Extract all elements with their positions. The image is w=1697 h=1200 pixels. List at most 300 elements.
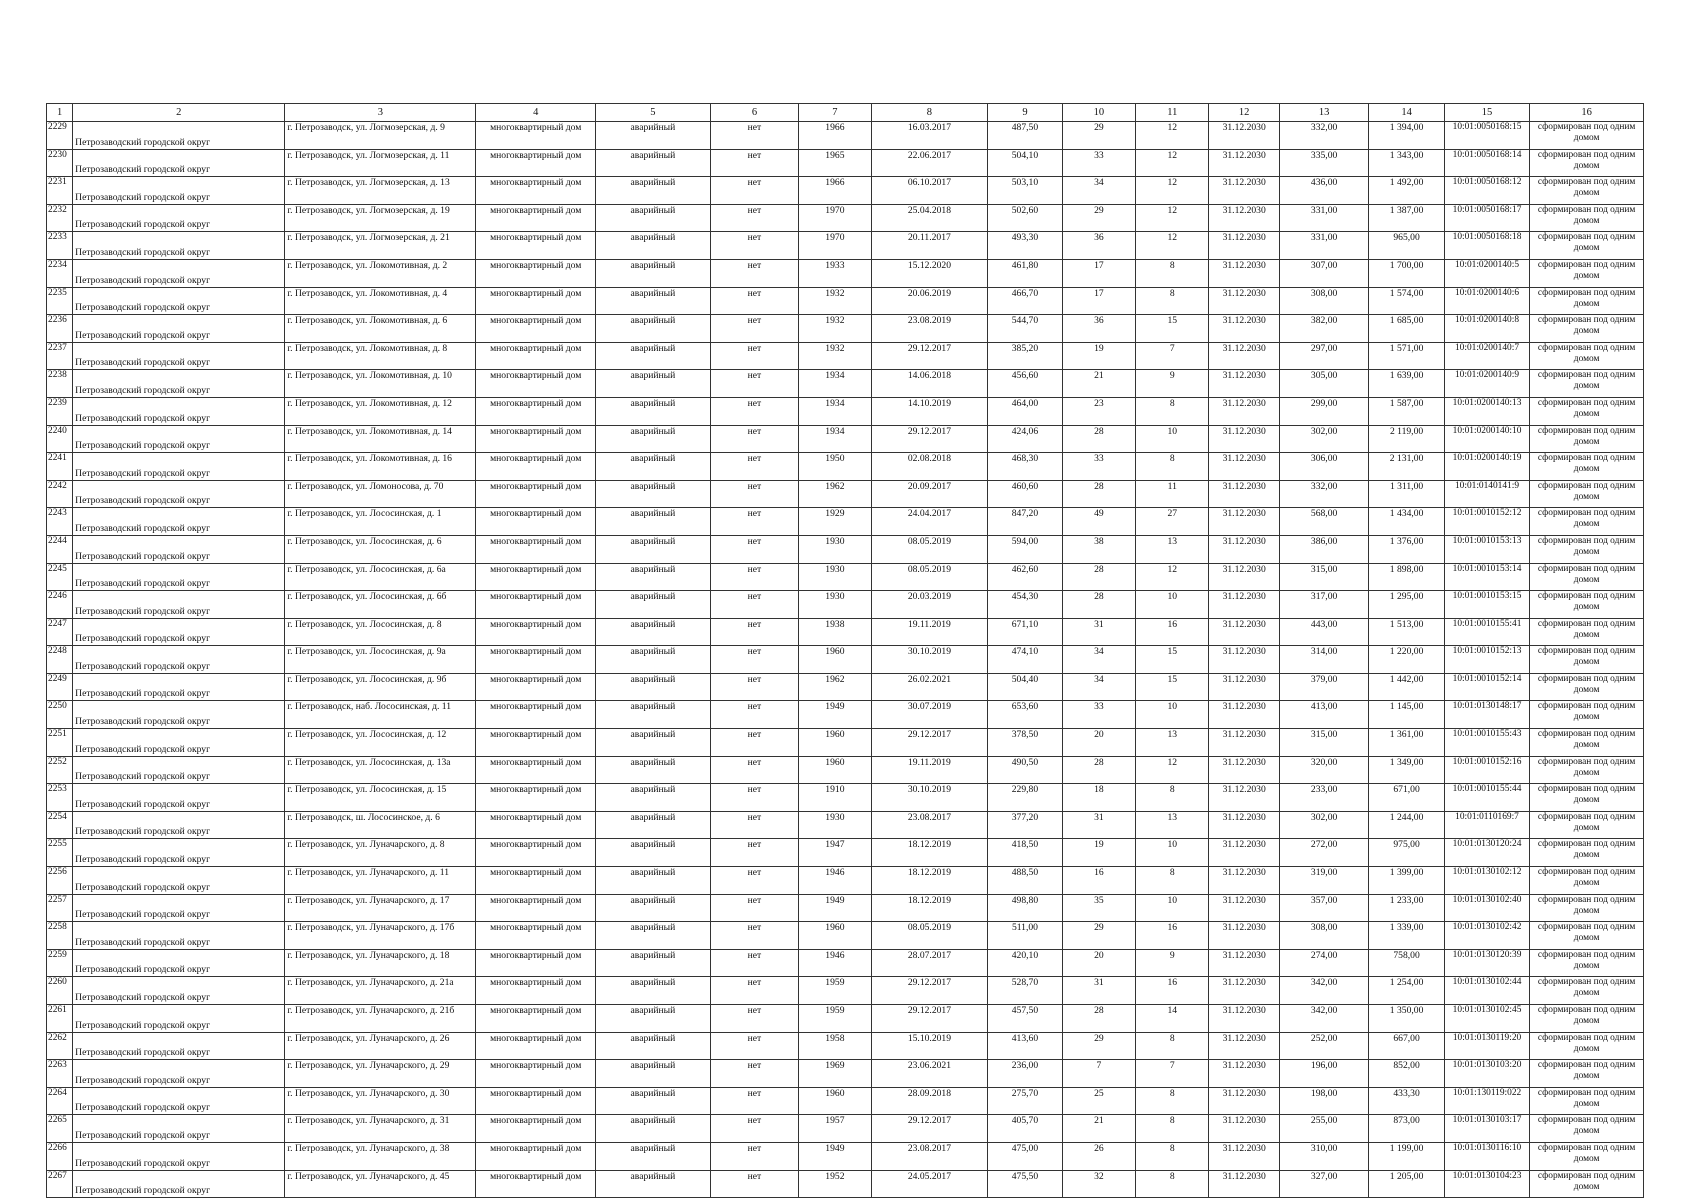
table-cell: сформирован под одним домом [1530,1032,1644,1060]
table-row [47,673,1644,701]
table-cell: 8 [1136,784,1209,812]
table-cell: 31 [1062,618,1135,646]
table-cell: 8 [1136,259,1209,287]
table-cell: 31.12.2030 [1209,342,1279,370]
table-cell: 23.08.2019 [871,315,988,343]
table-cell: 847,20 [988,508,1062,536]
table-cell: аварийный [596,646,711,674]
table-cell: 568,00 [1279,508,1369,536]
table-cell: 2247 [47,618,73,646]
table-cell: 29.12.2017 [871,425,988,453]
table-cell: сформирован под одним домом [1530,563,1644,591]
table-cell: 460,60 [988,480,1062,508]
table-cell: г. Петрозаводск, ул. Логмозерская, д. 9 [285,122,476,150]
table-cell: нет [710,370,798,398]
table-cell: 1930 [799,535,871,563]
table-cell: 29 [1062,204,1135,232]
table-cell: аварийный [596,453,711,481]
table-cell: 1960 [799,646,871,674]
table-cell: сформирован под одним домом [1530,232,1644,260]
table-cell: 31.12.2030 [1209,1005,1279,1033]
table-cell: 315,00 [1279,729,1369,757]
table-cell: 2265 [47,1115,73,1143]
table-cell: 1 434,00 [1369,508,1444,536]
table-cell: 19.11.2019 [871,756,988,784]
table-cell: 1 387,00 [1369,204,1444,232]
column-header-4: 4 [476,104,596,122]
table-cell: г. Петрозаводск, ул. Луначарского, д. 18 [285,949,476,977]
table-cell: 33 [1062,701,1135,729]
table-cell: 29.12.2017 [871,977,988,1005]
table-cell: 252,00 [1279,1032,1369,1060]
table-cell: многоквартирный дом [476,811,596,839]
table-cell: 02.08.2018 [871,453,988,481]
table-cell: 15 [1136,673,1209,701]
table-cell: 14 [1136,1005,1209,1033]
table-cell: 2262 [47,1032,73,1060]
table-cell: 19 [1062,839,1135,867]
table-cell: 229,80 [988,784,1062,812]
table-row [47,177,1644,205]
table-row [47,729,1644,757]
table-cell: 10:01:0130119:20 [1444,1032,1529,1060]
table-cell: 14.06.2018 [871,370,988,398]
table-cell: 10:01:0010155:43 [1444,729,1529,757]
table-cell: аварийный [596,839,711,867]
table-cell: 342,00 [1279,977,1369,1005]
table-cell: Петрозаводский городской округ [73,977,285,1005]
table-cell: 13 [1136,811,1209,839]
table-cell: 31.12.2030 [1209,784,1279,812]
table-cell: г. Петрозаводск, ул. Луначарского, д. 26 [285,1032,476,1060]
table-cell: многоквартирный дом [476,729,596,757]
table-cell: Петрозаводский городской округ [73,177,285,205]
table-cell: 1970 [799,232,871,260]
table-cell: многоквартирный дом [476,425,596,453]
table-cell: 2 119,00 [1369,425,1444,453]
table-cell: сформирован под одним домом [1530,784,1644,812]
table-cell: г. Петрозаводск, ул. Луначарского, д. 21б [285,1005,476,1033]
table-cell: 1962 [799,673,871,701]
table-cell: 2261 [47,1005,73,1033]
table-cell: 1949 [799,1142,871,1170]
table-cell: 302,00 [1279,425,1369,453]
table-cell: 378,50 [988,729,1062,757]
table-cell: 10:01:0010152:16 [1444,756,1529,784]
table-cell: 1 685,00 [1369,315,1444,343]
table-cell: 1932 [799,315,871,343]
table-cell: 2245 [47,563,73,591]
table-cell: 2249 [47,673,73,701]
table-cell: 31.12.2030 [1209,370,1279,398]
table-cell: 2237 [47,342,73,370]
table-cell: многоквартирный дом [476,177,596,205]
table-cell: г. Петрозаводск, ул. Лососинская, д. 13а [285,756,476,784]
column-header-7: 7 [799,104,871,122]
table-cell: 16 [1136,922,1209,950]
table-cell: нет [710,122,798,150]
table-cell: 10 [1136,894,1209,922]
table-cell: 493,30 [988,232,1062,260]
table-cell: 20.09.2017 [871,480,988,508]
table-cell: сформирован под одним домом [1530,729,1644,757]
table-cell: аварийный [596,287,711,315]
table-cell: 1938 [799,618,871,646]
table-row [47,867,1644,895]
table-cell: 31.12.2030 [1209,122,1279,150]
table-cell: 31.12.2030 [1209,259,1279,287]
table-cell: Петрозаводский городской округ [73,535,285,563]
table-row [47,149,1644,177]
table-cell: 1959 [799,977,871,1005]
table-cell: 457,50 [988,1005,1062,1033]
table-cell: многоквартирный дом [476,315,596,343]
table-cell: сформирован под одним домом [1530,149,1644,177]
table-cell: 12 [1136,149,1209,177]
table-cell: 1930 [799,591,871,619]
table-cell: 2246 [47,591,73,619]
table-cell: 28 [1062,1005,1135,1033]
table-row [47,1115,1644,1143]
table-cell: Петрозаводский городской округ [73,701,285,729]
table-cell: 10:01:0050168:18 [1444,232,1529,260]
table-cell: Петрозаводский городской округ [73,1087,285,1115]
table-cell: 25 [1062,1087,1135,1115]
table-cell: г. Петрозаводск, ул. Луначарского, д. 11 [285,867,476,895]
table-cell: 1 205,00 [1369,1170,1444,1198]
table-cell: 1965 [799,149,871,177]
table-cell: 236,00 [988,1060,1062,1088]
table-cell: сформирован под одним домом [1530,535,1644,563]
table-cell: Петрозаводский городской округ [73,508,285,536]
header-row [47,104,1644,122]
table-cell: 10:01:0010152:14 [1444,673,1529,701]
table-cell: г. Петрозаводск, ул. Локомотивная, д. 6 [285,315,476,343]
table-cell: 20.03.2019 [871,591,988,619]
table-cell: 528,70 [988,977,1062,1005]
table-cell: 10:01:0110169:7 [1444,811,1529,839]
table-cell: 2254 [47,811,73,839]
table-cell: г. Петрозаводск, ул. Локомотивная, д. 4 [285,287,476,315]
table-cell: сформирован под одним домом [1530,618,1644,646]
table-cell: аварийный [596,618,711,646]
table-cell: Петрозаводский городской округ [73,673,285,701]
table-cell: аварийный [596,397,711,425]
table-cell: г. Петрозаводск, ул. Лососинская, д. 6б [285,591,476,619]
table-cell: многоквартирный дом [476,1005,596,1033]
table-cell: 31.12.2030 [1209,177,1279,205]
table-cell: г. Петрозаводск, ул. Локомотивная, д. 2 [285,259,476,287]
table-cell: нет [710,977,798,1005]
table-cell: 420,10 [988,949,1062,977]
table-cell: 12 [1136,232,1209,260]
table-cell: 413,60 [988,1032,1062,1060]
table-cell: нет [710,563,798,591]
table-cell: 15 [1136,315,1209,343]
table-cell: 10:01:0050168:17 [1444,204,1529,232]
table-cell: 7 [1136,342,1209,370]
table-cell: сформирован под одним домом [1530,315,1644,343]
table-cell: 32 [1062,1170,1135,1198]
table-cell: Петрозаводский городской округ [73,204,285,232]
table-cell: 1 639,00 [1369,370,1444,398]
table-cell: Петрозаводский городской округ [73,342,285,370]
table-cell: 1969 [799,1060,871,1088]
table-cell: нет [710,729,798,757]
table-cell: 2 131,00 [1369,453,1444,481]
table-cell: 2234 [47,259,73,287]
table-cell: 1 339,00 [1369,922,1444,950]
table-cell: 2263 [47,1060,73,1088]
table-cell: г. Петрозаводск, ул. Лососинская, д. 9б [285,673,476,701]
table-cell: 36 [1062,232,1135,260]
table-cell: 30.10.2019 [871,784,988,812]
table-cell: 06.10.2017 [871,177,988,205]
table-cell: нет [710,232,798,260]
table-row [47,1142,1644,1170]
table-cell: 33 [1062,149,1135,177]
table-cell: нет [710,756,798,784]
table-cell: 1 700,00 [1369,259,1444,287]
table-cell: 33 [1062,453,1135,481]
table-cell: 08.05.2019 [871,563,988,591]
table-cell: 13 [1136,535,1209,563]
table-cell: 16 [1136,977,1209,1005]
table-cell: 20.11.2017 [871,232,988,260]
table-cell: 8 [1136,1115,1209,1143]
table-cell: 10:01:0130102:42 [1444,922,1529,950]
table-cell: 1946 [799,867,871,895]
table-cell: 315,00 [1279,563,1369,591]
table-cell: г. Петрозаводск, ул. Луначарского, д. 38 [285,1142,476,1170]
table-cell: нет [710,1005,798,1033]
table-cell: сформирован под одним домом [1530,922,1644,950]
table-cell: г. Петрозаводск, ул. Лососинская, д. 9а [285,646,476,674]
table-cell: нет [710,784,798,812]
table-cell: 31.12.2030 [1209,867,1279,895]
table-cell: 10:01:0010153:15 [1444,591,1529,619]
column-header-16: 16 [1530,104,1644,122]
table-cell: 306,00 [1279,453,1369,481]
table-row [47,1032,1644,1060]
table-cell: многоквартирный дом [476,1115,596,1143]
table-cell: многоквартирный дом [476,232,596,260]
table-cell: 310,00 [1279,1142,1369,1170]
table-cell: аварийный [596,673,711,701]
table-row [47,480,1644,508]
table-cell: сформирован под одним домом [1530,673,1644,701]
table-cell: 18.12.2019 [871,894,988,922]
table-cell: нет [710,342,798,370]
table-row [47,259,1644,287]
table-cell: 2244 [47,535,73,563]
table-cell: Петрозаводский городской округ [73,1142,285,1170]
table-cell: многоквартирный дом [476,922,596,950]
table-row [47,811,1644,839]
table-cell: 34 [1062,673,1135,701]
table-cell: г. Петрозаводск, ул. Луначарского, д. 29 [285,1060,476,1088]
table-cell: 498,80 [988,894,1062,922]
table-cell: 10 [1136,591,1209,619]
table-cell: 475,00 [988,1142,1062,1170]
table-cell: 28.07.2017 [871,949,988,977]
table-cell: 873,00 [1369,1115,1444,1143]
table-cell: Петрозаводский городской округ [73,1005,285,1033]
table-cell: 1966 [799,122,871,150]
table-cell: 31.12.2030 [1209,894,1279,922]
table-cell: 28 [1062,425,1135,453]
table-cell: 1 574,00 [1369,287,1444,315]
table-cell: 21 [1062,1115,1135,1143]
table-cell: 31.12.2030 [1209,756,1279,784]
table-cell: сформирован под одним домом [1530,1170,1644,1198]
table-cell: 14.10.2019 [871,397,988,425]
column-header-10: 10 [1062,104,1135,122]
table-cell: многоквартирный дом [476,563,596,591]
table-cell: 314,00 [1279,646,1369,674]
table-cell: нет [710,1087,798,1115]
table-cell: 38 [1062,535,1135,563]
table-cell: 12 [1136,204,1209,232]
table-cell: 08.05.2019 [871,535,988,563]
table-cell: 8 [1136,287,1209,315]
table-cell: г. Петрозаводск, ул. Логмозерская, д. 21 [285,232,476,260]
table-cell: г. Петрозаводск, ул. Локомотивная, д. 14 [285,425,476,453]
table-cell: 34 [1062,177,1135,205]
table-cell: 331,00 [1279,204,1369,232]
table-row [47,425,1644,453]
table-cell: 198,00 [1279,1087,1369,1115]
column-header-9: 9 [988,104,1062,122]
table-cell: 2257 [47,894,73,922]
table-cell: 332,00 [1279,480,1369,508]
table-cell: Петрозаводский городской округ [73,729,285,757]
table-cell: 1959 [799,1005,871,1033]
table-cell: 1960 [799,756,871,784]
column-header-14: 14 [1369,104,1444,122]
table-cell: 1910 [799,784,871,812]
table-cell: аварийный [596,1060,711,1088]
table-row [47,1087,1644,1115]
table-cell: 474,10 [988,646,1062,674]
table-cell: нет [710,1170,798,1198]
table-cell: 1930 [799,811,871,839]
table-cell: Петрозаводский городской округ [73,646,285,674]
table-row [47,591,1644,619]
table-cell: 20.06.2019 [871,287,988,315]
table-cell: многоквартирный дом [476,1032,596,1060]
table-cell: 965,00 [1369,232,1444,260]
table-cell: 31.12.2030 [1209,453,1279,481]
table-cell: сформирован под одним домом [1530,867,1644,895]
table-cell: сформирован под одним домом [1530,646,1644,674]
column-header-8: 8 [871,104,988,122]
table-cell: сформирован под одним домом [1530,591,1644,619]
table-cell: 10:01:0050168:14 [1444,149,1529,177]
table-cell: многоквартирный дом [476,646,596,674]
table-cell: Петрозаводский городской округ [73,370,285,398]
table-cell: нет [710,811,798,839]
table-cell: нет [710,839,798,867]
table-cell: Петрозаводский городской округ [73,1115,285,1143]
table-cell: аварийный [596,508,711,536]
table-cell: нет [710,425,798,453]
table-cell: 28 [1062,563,1135,591]
table-cell: аварийный [596,922,711,950]
table-cell: 10:01:0140141:9 [1444,480,1529,508]
table-cell: 15 [1136,646,1209,674]
table-cell: Петрозаводский городской округ [73,949,285,977]
table-cell: Петрозаводский городской округ [73,756,285,784]
table-cell: 10:01:0200140:8 [1444,315,1529,343]
table-cell: г. Петрозаводск, ул. Логмозерская, д. 11 [285,149,476,177]
table-cell: Петрозаводский городской округ [73,867,285,895]
table-cell: нет [710,1142,798,1170]
table-row [47,397,1644,425]
table-cell: г. Петрозаводск, ул. Луначарского, д. 17б [285,922,476,950]
table-cell: 357,00 [1279,894,1369,922]
table-cell: многоквартирный дом [476,1087,596,1115]
table-cell: г. Петрозаводск, ул. Лососинская, д. 12 [285,729,476,757]
table-cell: аварийный [596,370,711,398]
table-cell: 2236 [47,315,73,343]
table-cell: г. Петрозаводск, ул. Лососинская, д. 1 [285,508,476,536]
table-cell: 31.12.2030 [1209,535,1279,563]
table-cell: аварийный [596,1170,711,1198]
table-cell: г. Петрозаводск, наб. Лососинская, д. 11 [285,701,476,729]
table-cell: 16.03.2017 [871,122,988,150]
table-row [47,839,1644,867]
table-cell: 10 [1136,425,1209,453]
table-cell: сформирован под одним домом [1530,839,1644,867]
table-cell: 35 [1062,894,1135,922]
table-cell: Петрозаводский городской округ [73,922,285,950]
table-cell: 31.12.2030 [1209,1087,1279,1115]
table-cell: 299,00 [1279,397,1369,425]
table-cell: 1 361,00 [1369,729,1444,757]
table-cell: аварийный [596,949,711,977]
table-cell: 31.12.2030 [1209,315,1279,343]
table-cell: 10:01:0010155:41 [1444,618,1529,646]
table-cell: 11 [1136,480,1209,508]
table-cell: 379,00 [1279,673,1369,701]
table-cell: 31.12.2030 [1209,1170,1279,1198]
table-cell: 24.05.2017 [871,1170,988,1198]
table-cell: 1 244,00 [1369,811,1444,839]
table-cell: 1934 [799,370,871,398]
table-cell: 1 311,00 [1369,480,1444,508]
table-cell: 1934 [799,425,871,453]
table-cell: 456,60 [988,370,1062,398]
table-cell: 385,20 [988,342,1062,370]
table-cell: аварийный [596,784,711,812]
table-cell: 10:01:0200140:9 [1444,370,1529,398]
table-cell: 20 [1062,729,1135,757]
table-cell: 319,00 [1279,867,1369,895]
table-cell: 1960 [799,922,871,950]
table-cell: 17 [1062,259,1135,287]
table-cell: 464,00 [988,397,1062,425]
table-cell: сформирован под одним домом [1530,977,1644,1005]
table-cell: 418,50 [988,839,1062,867]
table-cell: 2251 [47,729,73,757]
table-cell: 297,00 [1279,342,1369,370]
table-cell: Петрозаводский городской округ [73,397,285,425]
table-cell: 31.12.2030 [1209,204,1279,232]
table-row [47,1170,1644,1198]
table-cell: 31.12.2030 [1209,811,1279,839]
table-cell: г. Петрозаводск, ул. Луначарского, д. 8 [285,839,476,867]
